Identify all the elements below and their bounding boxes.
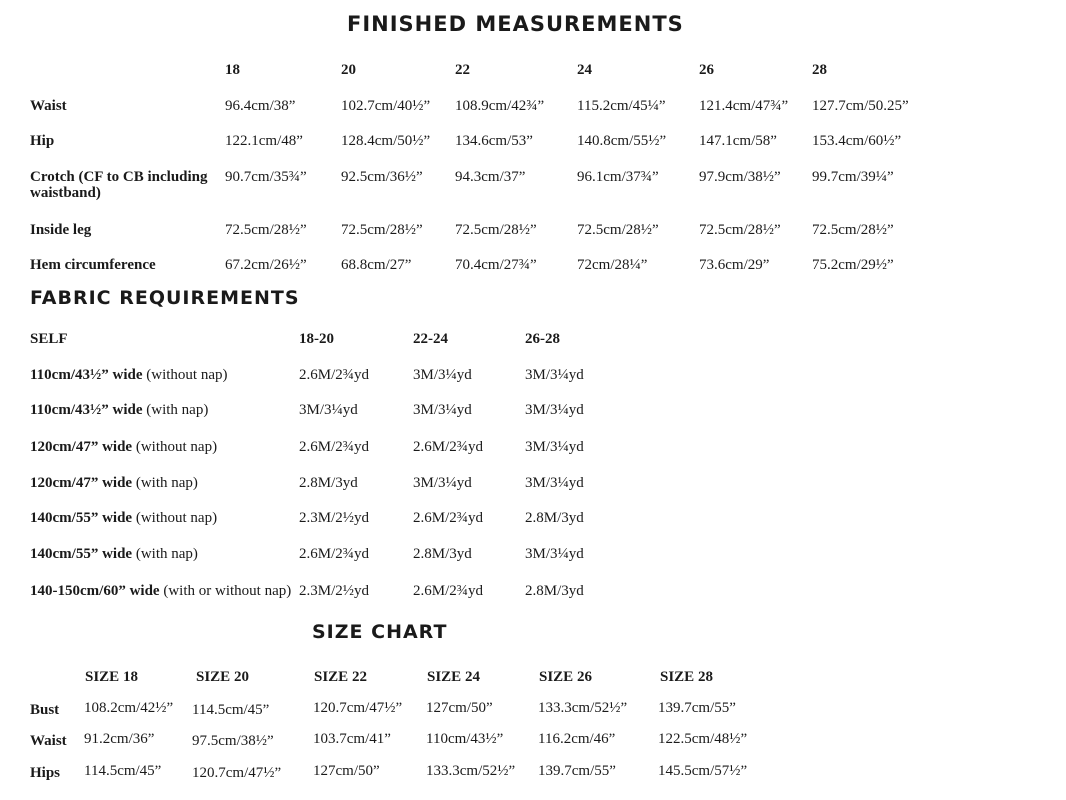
fabric-cell: 3M/3¼yd [525,367,584,383]
sc-size-header: SIZE 24 [427,669,480,685]
fabric-nap-note: (with or without nap) [159,583,292,599]
sc-size-header: SIZE 22 [314,669,367,685]
fabric-width: 120cm/47” wide [30,475,133,491]
fm-cell: 147.1cm/58” [699,133,777,149]
fm-cell: 72.5cm/28½” [341,222,423,238]
fm-cell: 75.2cm/29½” [812,257,894,273]
fabric-cell: 2.8M/3yd [525,583,584,599]
fm-cell: 97.9cm/38½” [699,169,781,185]
fm-cell: 96.1cm/37¾” [577,169,659,185]
fm-size-header: 24 [577,62,592,78]
fm-size-header: 20 [341,62,356,78]
fabric-cell: 3M/3¼yd [525,402,584,418]
fm-row-label: Hem circumference [30,257,156,273]
fm-cell: 96.4cm/38” [225,98,296,114]
fm-cell: 70.4cm/27¾” [455,257,537,273]
fabric-width: 110cm/43½” wide [30,402,143,418]
size-chart-title: SIZE CHART [312,621,448,643]
fm-cell: 140.8cm/55½” [577,133,667,149]
fabric-nap-note: (with nap) [132,546,198,562]
fabric-cell: 2.8M/3yd [413,546,472,562]
fabric-width: 110cm/43½” wide [30,367,143,383]
fm-cell: 92.5cm/36½” [341,169,423,185]
sc-row-label: Hips [30,765,61,781]
sc-size-header: SIZE 26 [539,669,592,685]
fabric-width: 140cm/55” wide [30,546,133,562]
fabric-cell: 2.6M/2¾yd [299,439,370,455]
fabric-cell: 2.6M/2¾yd [413,439,484,455]
fm-cell: 90.7cm/35¾” [225,169,307,185]
fabric-cell: 2.8M/3yd [525,510,584,526]
sc-cell: 127cm/50” [313,763,380,779]
fabric-cell: 2.3M/2½yd [299,583,370,599]
fm-cell: 73.6cm/29” [699,257,770,273]
fm-row-label: Hip [30,133,55,149]
fm-cell: 128.4cm/50½” [341,133,431,149]
fm-cell: 72cm/28¼” [577,257,648,273]
fabric-cell: 2.6M/2¾yd [299,546,370,562]
fm-row-label: Waist [30,98,67,114]
fm-cell: 121.4cm/47¾” [699,98,789,114]
fm-size-header: 18 [225,62,240,78]
fm-cell: 153.4cm/60½” [812,133,902,149]
fm-cell: 115.2cm/45¼” [577,98,666,114]
fm-cell: 134.6cm/53” [455,133,533,149]
sc-cell: 120.7cm/47½” [192,765,282,781]
fabric-size-header: 22-24 [413,331,448,347]
fm-row-label: Inside leg [30,222,92,238]
sc-cell: 108.2cm/42½” [84,700,174,716]
fm-cell: 108.9cm/42¾” [455,98,545,114]
sc-cell: 127cm/50” [426,700,493,716]
sc-cell: 114.5cm/45” [192,702,270,718]
fabric-cell: 3M/3¼yd [525,546,584,562]
fm-cell: 72.5cm/28½” [812,222,894,238]
fabric-cell: 3M/3¼yd [413,475,472,491]
sc-size-header: SIZE 28 [660,669,713,685]
sc-cell: 116.2cm/46” [538,731,616,747]
fabric-cell: 3M/3¼yd [299,402,358,418]
sc-cell: 97.5cm/38½” [192,733,274,749]
fm-cell: 122.1cm/48” [225,133,303,149]
fabric-cell: 2.3M/2½yd [299,510,370,526]
fabric-row-label [30,510,217,526]
sc-cell: 133.3cm/52½” [538,700,628,716]
fabric-row-label [30,439,217,455]
fabric-width: 140-150cm/60” wide [30,583,160,599]
fm-cell: 72.5cm/28½” [455,222,537,238]
fabric-cell: 3M/3¼yd [525,439,584,455]
sc-cell: 114.5cm/45” [84,763,162,779]
fabric-cell: 2.8M/3yd [299,475,358,491]
sc-cell: 122.5cm/48½” [658,731,748,747]
fabric-header-label: SELF [30,331,68,347]
fm-cell: 102.7cm/40½” [341,98,431,114]
fabric-row-label [30,583,291,599]
fabric-nap-note: (with nap) [132,475,198,491]
sc-row-label: Waist [30,733,67,749]
fabric-cell: 2.6M/2¾yd [413,583,484,599]
fabric-cell: 3M/3¼yd [413,402,472,418]
fabric-cell: 2.6M/2¾yd [299,367,370,383]
fabric-nap-note: (without nap) [142,367,228,383]
fm-size-header: 22 [455,62,470,78]
fm-cell: 99.7cm/39¼” [812,169,894,185]
finished-measurements-title: FINISHED MEASUREMENTS [347,12,684,36]
fm-cell: 67.2cm/26½” [225,257,307,273]
sc-cell: 110cm/43½” [426,731,504,747]
fm-cell: 127.7cm/50.25” [812,98,909,114]
sc-size-header: SIZE 18 [85,669,138,685]
sc-cell: 139.7cm/55” [538,763,616,779]
fabric-cell: 3M/3¼yd [413,367,472,383]
fm-cell: 68.8cm/27” [341,257,412,273]
sc-cell: 145.5cm/57½” [658,763,748,779]
fm-row-label: Crotch (CF to CB including waistband) [30,169,208,201]
fm-size-header: 26 [699,62,714,78]
fabric-row-label [30,546,198,562]
sc-cell: 139.7cm/55” [658,700,736,716]
fabric-size-header: 18-20 [299,331,334,347]
sc-cell: 133.3cm/52½” [426,763,516,779]
fabric-nap-note: (with nap) [142,402,209,418]
fm-size-header: 28 [812,62,827,78]
fabric-cell: 3M/3¼yd [525,475,584,491]
sc-cell: 91.2cm/36” [84,731,155,747]
sc-cell: 120.7cm/47½” [313,700,403,716]
fabric-requirements-title: FABRIC REQUIREMENTS [30,287,300,309]
sc-row-label: Bust [30,702,60,718]
fabric-width: 120cm/47” wide [30,439,133,455]
fabric-nap-note: (without nap) [132,439,218,455]
fabric-width: 140cm/55” wide [30,510,133,526]
fabric-size-header: 26-28 [525,331,560,347]
fm-cell: 94.3cm/37” [455,169,526,185]
sc-cell: 103.7cm/41” [313,731,391,747]
fabric-row-label [30,367,227,383]
fabric-row-label [30,402,208,418]
fabric-row-label [30,475,198,491]
fabric-cell: 2.6M/2¾yd [413,510,484,526]
fm-cell: 72.5cm/28½” [699,222,781,238]
fm-cell: 72.5cm/28½” [225,222,307,238]
fabric-nap-note: (without nap) [132,510,218,526]
sc-size-header: SIZE 20 [196,669,249,685]
fm-cell: 72.5cm/28½” [577,222,659,238]
